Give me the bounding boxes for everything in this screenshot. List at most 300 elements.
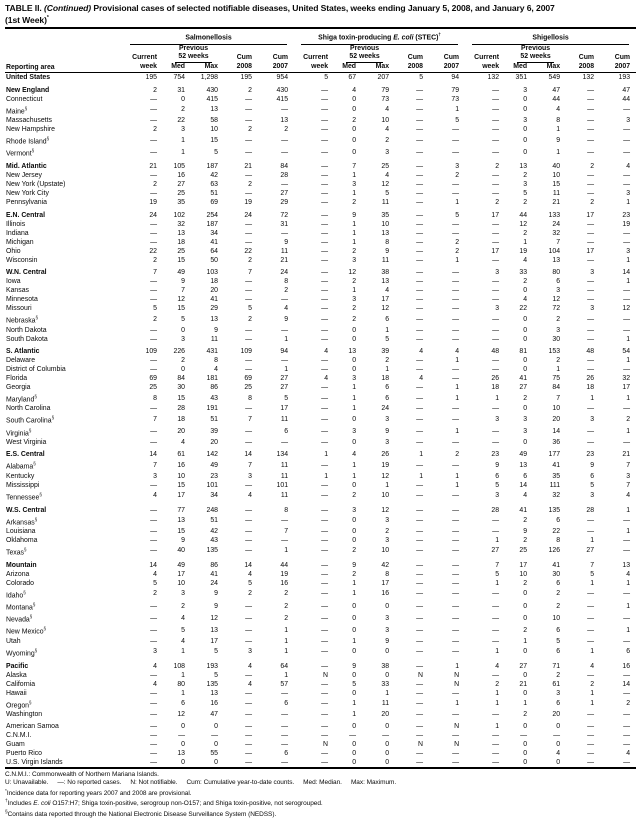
value-cell: 3 [556, 326, 561, 334]
value-cell: 6 [181, 700, 185, 708]
reporting-area-cell: Vermont§ [6, 148, 35, 158]
value-cell: 101 [206, 481, 218, 489]
value-cell: — [416, 211, 424, 219]
value-cell: — [321, 438, 329, 446]
value-cell: 0 [385, 602, 390, 610]
value-cell: — [150, 296, 157, 304]
value-cell: — [416, 220, 424, 228]
value-cell: 0 [352, 671, 357, 679]
value-cell: 2 [523, 579, 528, 587]
value-cell: 11 [381, 700, 390, 708]
value-cell: 42 [381, 561, 390, 569]
value-cell: 11 [280, 247, 289, 255]
reporting-area-cell: Ohio [6, 247, 21, 255]
table-row [5, 86, 636, 95]
value-cell: 5 [495, 570, 500, 578]
value-cell: 2 [455, 238, 460, 246]
value-cell: 0 [556, 759, 561, 767]
value-cell: — [150, 405, 157, 413]
reporting-area-cell: Virginia§ [6, 427, 32, 437]
value-cell: 187 [206, 163, 218, 171]
value-cell: 351 [515, 74, 528, 82]
value-cell: 5 [284, 394, 289, 402]
value-cell: 1 [455, 106, 460, 114]
value-cell: 21 [149, 163, 157, 171]
value-cell: 0 [352, 723, 357, 731]
value-cell: 3 [385, 536, 390, 544]
value-cell: 2 [352, 199, 357, 207]
value-cell: 1 [352, 700, 357, 708]
value-cell: — [452, 438, 460, 446]
value-cell: — [281, 326, 289, 334]
value-cell: 6 [556, 579, 561, 587]
value-cell: — [150, 229, 157, 237]
value-cell: 4 [556, 750, 561, 758]
value-cell: 21 [280, 256, 289, 264]
value-cell: 7 [352, 163, 357, 171]
table-number: TABLE II. [5, 3, 42, 13]
value-cell: 2 [153, 590, 157, 598]
value-cell: 17 [519, 561, 528, 569]
value-cell: 3 [352, 181, 357, 189]
value-cell: 0 [352, 126, 357, 134]
value-cell: — [623, 405, 631, 413]
value-cell: 1 [352, 579, 357, 587]
value-cell: 72 [280, 211, 289, 219]
value-cell: 7 [626, 462, 631, 470]
value-cell: 6 [495, 472, 500, 480]
value-cell: 1 [181, 689, 185, 697]
value-cell: 12 [177, 710, 185, 718]
value-cell: 0 [523, 136, 528, 144]
value-cell: 17 [381, 579, 390, 587]
value-cell: — [492, 136, 500, 144]
footnote-legend [5, 779, 636, 787]
value-cell: 84 [280, 163, 289, 171]
value-cell: — [587, 750, 595, 758]
value-cell: 0 [523, 590, 528, 598]
reporting-area-cell: Wisconsin [6, 256, 38, 264]
value-cell: — [245, 149, 252, 157]
legend-item: —: No reported cases. [57, 779, 122, 787]
value-cell: 1 [590, 394, 595, 402]
value-cell: 3 [385, 614, 390, 622]
value-cell: 2 [385, 136, 390, 144]
value-cell: 1 [495, 394, 500, 402]
value-cell: — [150, 671, 157, 679]
value-cell: 9 [284, 238, 289, 246]
legend-item: N: Not notifiable. [130, 779, 178, 787]
value-cell: 25 [177, 247, 185, 255]
value-cell: 4 [626, 163, 631, 171]
value-cell: — [416, 287, 424, 295]
value-cell: — [416, 570, 424, 578]
value-cell: 4 [556, 106, 561, 114]
value-cell: 7 [626, 481, 631, 489]
value-cell: — [492, 238, 500, 246]
value-cell: — [150, 357, 157, 365]
value-cell: — [416, 366, 424, 374]
table-row [5, 198, 636, 207]
value-cell: 2 [284, 590, 289, 598]
cum-label: Cum [614, 54, 631, 62]
value-cell: — [150, 117, 157, 125]
value-cell: 24 [149, 211, 157, 219]
value-cell: — [321, 614, 329, 622]
value-cell: 2 [590, 199, 595, 207]
value-cell: 104 [548, 247, 561, 255]
table-row [5, 731, 636, 740]
value-cell: 5 [214, 648, 218, 656]
value-cell: — [281, 296, 289, 304]
value-cell: 31 [280, 220, 289, 228]
legend-item: U: Unavailable. [5, 779, 49, 787]
value-cell: 32 [552, 492, 561, 500]
value-cell: 1 [495, 536, 500, 544]
value-cell: 1 [523, 637, 528, 645]
value-cell: — [321, 590, 329, 598]
value-cell: — [452, 637, 460, 645]
value-cell: — [492, 172, 500, 180]
value-cell: — [321, 238, 329, 246]
value-cell: 2 [153, 315, 157, 323]
value-cell: — [321, 732, 329, 740]
value-cell: 43 [210, 394, 218, 402]
value-cell: — [416, 438, 424, 446]
value-cell: 94 [451, 74, 460, 82]
value-cell: 2 [590, 680, 595, 688]
value-cell: — [150, 220, 157, 228]
value-cell: 12 [210, 614, 218, 622]
value-cell: 3 [495, 492, 500, 500]
value-cell: — [452, 527, 460, 535]
value-cell: — [416, 394, 424, 402]
value-cell: 11 [381, 199, 390, 207]
value-cell: — [321, 506, 329, 514]
value-cell: — [245, 229, 252, 237]
value-cell: 1 [455, 481, 460, 489]
title-rule [5, 27, 636, 29]
value-cell: 0 [523, 741, 528, 749]
value-cell: 8 [284, 506, 289, 514]
value-cell: 7 [556, 238, 561, 246]
value-cell: 16 [280, 579, 289, 587]
value-cell: 135 [206, 680, 218, 688]
value-cell: — [492, 671, 500, 679]
value-cell: — [281, 149, 289, 157]
table-row [5, 73, 636, 83]
value-cell: 3 [248, 472, 252, 480]
value-cell: 2 [626, 700, 631, 708]
value-cell: — [150, 627, 157, 635]
table-row [5, 612, 636, 624]
value-cell: 2 [523, 229, 528, 237]
value-cell: — [150, 428, 157, 436]
reporting-area-cell: Kentucky [6, 472, 35, 480]
value-cell: — [587, 287, 595, 295]
value-cell: 35 [381, 211, 390, 219]
value-cell: — [623, 732, 631, 740]
reporting-area-cell: Georgia [6, 384, 31, 392]
table-row [5, 506, 636, 515]
value-cell: 102 [173, 211, 185, 219]
value-cell: 15 [552, 181, 561, 189]
reporting-area-cell: E.S. Central [6, 451, 45, 459]
value-cell: — [587, 149, 595, 157]
value-cell: — [321, 181, 329, 189]
value-cell: — [452, 366, 460, 374]
value-cell: 0 [523, 438, 528, 446]
value-cell: 9 [385, 428, 390, 436]
value-cell: — [281, 181, 289, 189]
value-cell: 0 [352, 95, 357, 103]
value-cell: 1 [626, 579, 631, 587]
value-cell: 6 [385, 384, 390, 392]
value-cell: — [623, 149, 631, 157]
value-cell: — [321, 315, 329, 323]
value-cell: — [245, 547, 252, 555]
value-cell: — [587, 86, 595, 94]
value-cell: 9 [352, 662, 357, 670]
value-cell: 14 [552, 428, 561, 436]
value-cell: 2 [352, 278, 357, 286]
value-cell: 1 [352, 172, 357, 180]
value-cell: 12 [381, 181, 390, 189]
reporting-area-cell: North Carolina [6, 405, 51, 413]
value-cell: 0 [523, 326, 528, 334]
reporting-area-cell: Indiana [6, 229, 29, 237]
value-cell: 5 [181, 627, 185, 635]
value-cell: 13 [519, 163, 528, 171]
reporting-area-cell: Florida [6, 375, 28, 383]
value-cell: — [321, 220, 329, 228]
table-row [5, 698, 636, 710]
value-cell: 22 [149, 247, 157, 255]
value-cell: — [416, 357, 424, 365]
value-cell: 7 [284, 527, 289, 535]
value-cell: 4 [419, 375, 424, 383]
value-cell: — [416, 561, 424, 569]
reporting-area-cell: Montana§ [6, 601, 36, 612]
value-cell: 0 [352, 602, 357, 610]
value-cell: — [452, 287, 460, 295]
reporting-area-cell: Alaska [6, 671, 27, 679]
value-cell: 103 [206, 269, 218, 277]
value-cell: 2 [181, 106, 185, 114]
value-cell: — [150, 602, 157, 610]
table-bottom-rule [5, 767, 636, 769]
reporting-area-cell: Alabama§ [6, 461, 36, 471]
reporting-area-cell: United States [6, 74, 51, 82]
cum-label: Cum [272, 54, 289, 62]
previous-label: Previous [349, 44, 380, 52]
value-cell: 4 [626, 492, 631, 500]
value-cell: 5 [590, 570, 595, 578]
value-cell: 2 [523, 627, 528, 635]
value-cell: — [623, 287, 631, 295]
value-cell: 22 [519, 305, 528, 313]
value-cell: 18 [210, 278, 218, 286]
table-row [5, 404, 636, 413]
value-cell: 23 [491, 451, 500, 459]
value-cell: 13 [177, 229, 185, 237]
reporting-area-cell: Tennessee§ [6, 491, 42, 501]
value-cell: 2 [352, 315, 357, 323]
reporting-area-cell: South Carolina§ [6, 415, 55, 425]
value-cell: 9 [385, 247, 390, 255]
value-cell: 13 [210, 315, 218, 323]
value-cell: — [416, 126, 424, 134]
value-cell: — [245, 366, 252, 374]
value-cell: 6 [556, 278, 561, 286]
value-cell: — [321, 163, 329, 171]
value-cell: — [245, 671, 252, 679]
value-cell: 21 [244, 163, 252, 171]
value-cell: 153 [548, 348, 561, 356]
value-cell: 73 [381, 95, 390, 103]
value-cell: 12 [177, 296, 185, 304]
value-cell: 18 [586, 384, 595, 392]
value-cell: 14 [149, 451, 157, 459]
value-cell: 132 [582, 74, 595, 82]
value-cell: — [416, 190, 424, 198]
value-cell: — [416, 278, 424, 286]
value-cell: 2 [153, 181, 157, 189]
reporting-area-cell: American Samoa [6, 723, 59, 731]
year-2007-label: 2007 [600, 63, 636, 73]
value-cell: — [245, 296, 252, 304]
value-cell: — [245, 117, 252, 125]
reporting-area-cell: C.N.M.I. [6, 732, 32, 740]
max-label: Max [362, 63, 395, 73]
value-cell: — [321, 750, 329, 758]
value-cell: 50 [210, 256, 218, 264]
value-cell: 9 [181, 536, 185, 544]
value-cell: 41 [552, 561, 561, 569]
value-cell: 1 [626, 506, 631, 514]
value-cell: 2 [495, 199, 500, 207]
table-row [5, 347, 636, 356]
value-cell: 9 [523, 527, 528, 535]
value-cell: — [321, 211, 329, 219]
value-cell: 25 [519, 547, 528, 555]
value-cell: 0 [523, 106, 528, 114]
value-cell: 4 [419, 348, 424, 356]
value-cell: — [452, 305, 460, 313]
year-2007-label: 2007 [429, 63, 465, 73]
value-cell: — [245, 759, 252, 767]
value-cell: — [321, 394, 329, 402]
value-cell: 108 [173, 662, 185, 670]
reporting-area-cell: Arkansas§ [6, 516, 38, 526]
value-cell: — [492, 106, 500, 114]
value-cell: — [245, 700, 252, 708]
value-cell: — [150, 723, 157, 731]
value-cell: — [452, 462, 460, 470]
value-cell: 33 [519, 269, 528, 277]
value-cell: N [454, 671, 460, 679]
value-cell: 0 [352, 326, 357, 334]
value-cell: 84 [552, 384, 561, 392]
value-cell: 18 [491, 384, 500, 392]
reporting-area-cell: Massachusetts [6, 117, 52, 125]
value-cell: — [492, 95, 500, 103]
value-cell: 1 [626, 527, 631, 535]
table-row [5, 256, 636, 265]
value-cell: 11 [280, 415, 289, 423]
value-cell: N [418, 741, 424, 749]
value-cell: 3 [590, 269, 595, 277]
value-cell: 41 [552, 462, 561, 470]
value-cell: 19 [149, 199, 157, 207]
value-cell: — [492, 229, 500, 237]
value-cell: 0 [181, 366, 185, 374]
value-cell: 0 [352, 357, 357, 365]
value-cell: 27 [280, 384, 289, 392]
value-cell: 2 [556, 315, 561, 323]
value-cell: 1 [419, 451, 424, 459]
value-cell: 4 [523, 296, 528, 304]
value-cell: — [416, 106, 424, 114]
value-cell: — [623, 315, 631, 323]
value-cell: — [245, 741, 252, 749]
value-cell: — [416, 680, 424, 688]
value-cell: — [623, 106, 631, 114]
value-cell: 193 [618, 74, 631, 82]
value-cell: 86 [210, 384, 218, 392]
reporting-area-cell: Puerto Rico [6, 750, 43, 758]
value-cell: 15 [177, 305, 185, 313]
value-cell: 28 [177, 405, 185, 413]
value-cell: 3 [455, 163, 460, 171]
value-cell: 0 [352, 536, 357, 544]
value-cell: — [321, 95, 329, 103]
value-cell: — [245, 750, 252, 758]
value-cell: — [416, 335, 424, 343]
value-cell: 22 [244, 247, 252, 255]
value-cell: 17 [491, 247, 500, 255]
value-cell: — [587, 190, 595, 198]
value-cell: 2 [248, 590, 252, 598]
value-cell: — [321, 269, 329, 277]
value-cell: — [492, 256, 500, 264]
value-cell: — [587, 627, 595, 635]
value-cell: 2 [248, 315, 252, 323]
value-cell: 0 [556, 741, 561, 749]
value-cell: 28 [491, 506, 500, 514]
value-cell: 3 [153, 472, 157, 480]
value-cell: — [281, 710, 289, 718]
value-cell: — [492, 181, 500, 189]
value-cell: 2 [385, 527, 390, 535]
value-cell: 1 [284, 627, 289, 635]
value-cell: 248 [206, 506, 218, 514]
value-cell: — [281, 517, 289, 525]
value-cell: — [150, 172, 157, 180]
value-cell: 32 [177, 220, 185, 228]
value-cell: 1 [626, 199, 631, 207]
value-cell: 4 [324, 375, 329, 383]
value-cell: 10 [552, 405, 561, 413]
value-cell: 431 [206, 348, 218, 356]
value-cell: 4 [324, 348, 329, 356]
value-cell: 81 [519, 348, 528, 356]
value-cell: 135 [206, 547, 218, 555]
weeks52-label: 52 weeks [163, 53, 224, 63]
value-cell: — [321, 357, 329, 365]
value-cell: 0 [385, 759, 390, 767]
value-cell: — [452, 602, 460, 610]
